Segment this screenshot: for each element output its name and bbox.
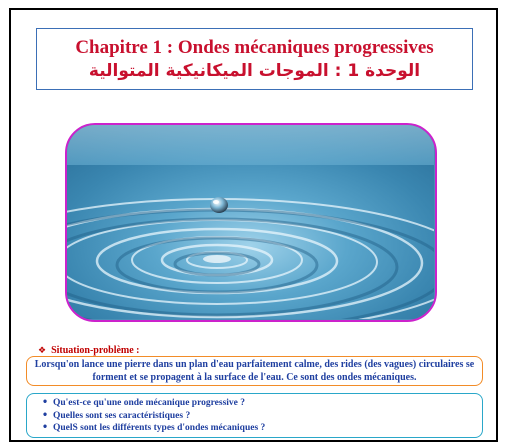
chapter-title-ar: الوحدة 1 : الموجات الميكانيكية المتوالية: [88, 61, 421, 81]
chapter-title-fr: Chapitre 1 : Ondes mécaniques progressives: [75, 37, 434, 58]
water-ripple-illustration: [67, 125, 434, 319]
situation-text-box: [26, 356, 483, 386]
questions-list: [41, 397, 482, 435]
water-drop-image: [65, 123, 437, 322]
question-item: • QuelS sont les différents types d'ondes mécaniques ?: [53, 422, 482, 435]
question-item: • Quelles sont ses caractéristiques ?: [53, 410, 482, 423]
chapter-title-box: [36, 28, 473, 90]
question-item: • Qu'est-ce qu'une onde mécanique progressive ?: [53, 397, 482, 410]
questions-box: [26, 393, 483, 438]
diamond-bullet-icon: ❖: [38, 346, 47, 356]
situation-text: Lorsqu'on lance une pierre dans un plan d'eau parfaitement calme, des rides (des vagues) circulaires se forment et se propagent à la surface de l'eau. Ce sont des ondes mécaniques.: [34, 359, 475, 383]
situation-heading-label: Situation-problème :: [51, 345, 140, 356]
